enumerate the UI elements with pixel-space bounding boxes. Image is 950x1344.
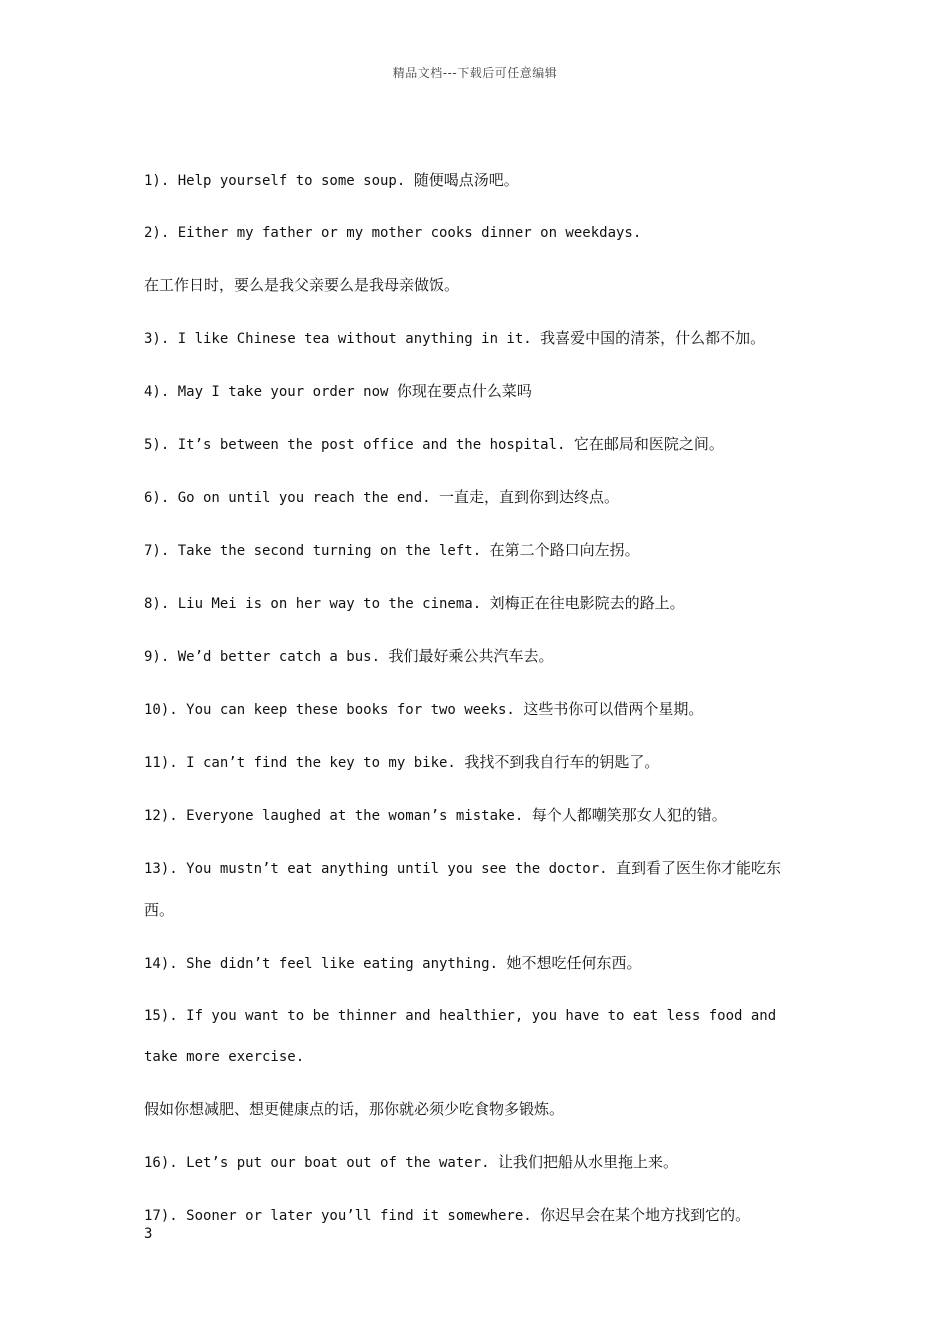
sentence-8: 8). Liu Mei is on her way to the cinema. 刘梅正在往电影院去的路上。 [144,594,685,612]
sentence-16: 16). Let’s put our boat out of the water. 让我们把船从水里拖上来。 [144,1153,679,1171]
sentence-11: 11). I can’t find the key to my bike. 我找不到我自行车的钥匙了。 [144,753,660,771]
sentence-3: 3). I like Chinese tea without anything in it. 我喜爱中国的清茶，什么都不加。 [144,329,766,347]
sentence-14: 14). She didn’t feel like eating anything. 她不想吃任何东西。 [144,954,642,972]
sentence-10: 10). You can keep these books for two weeks. 这些书你可以借两个星期。 [144,700,704,718]
sentence-9: 9). We’d better catch a bus. 我们最好乘公共汽车去。 [144,647,554,665]
sentence-13: 13). You mustn’t eat anything until you see the doctor. 直到看了医生你才能吃东 [144,859,782,877]
sentence-15-continued: take more exercise. [144,1049,305,1065]
sentence-7: 7). Take the second turning on the left. 在第二个路口向左拐。 [144,541,640,559]
page-header: 精品文档---下载后可任意编辑 [392,66,558,80]
sentence-1: 1). Help yourself to some soup. 随便喝点汤吧。 [144,171,519,189]
page-number: 3 [144,1226,153,1242]
document-body [144,170,814,1226]
sentence-17: 17). Sooner or later you’ll find it somewhere. 你迟早会在某个地方找到它的。 [144,1206,751,1224]
sentence-15-translation: 假如你想减肥、想更健康点的话，那你就必须少吃食物多锻炼。 [144,1100,565,1118]
sentence-4: 4). May I take your order now 你现在要点什么菜吗 [144,382,532,400]
sentence-2: 2). Either my father or my mother cooks dinner on weekdays. [144,225,642,241]
sentence-5: 5). It’s between the post office and the hospital. 它在邮局和医院之间。 [144,435,724,453]
sentence-12: 12). Everyone laughed at the woman’s mistake. 每个人都嘲笑那女人犯的错。 [144,806,727,824]
sentence-15: 15). If you want to be thinner and healthier, you have to eat less food and [144,1008,777,1024]
sentence-13-continued: 西。 [144,901,175,919]
sentence-6: 6). Go on until you reach the end. 一直走，直到你到达终点。 [144,488,620,506]
sentence-2-translation: 在工作日时，要么是我父亲要么是我母亲做饭。 [144,276,460,294]
